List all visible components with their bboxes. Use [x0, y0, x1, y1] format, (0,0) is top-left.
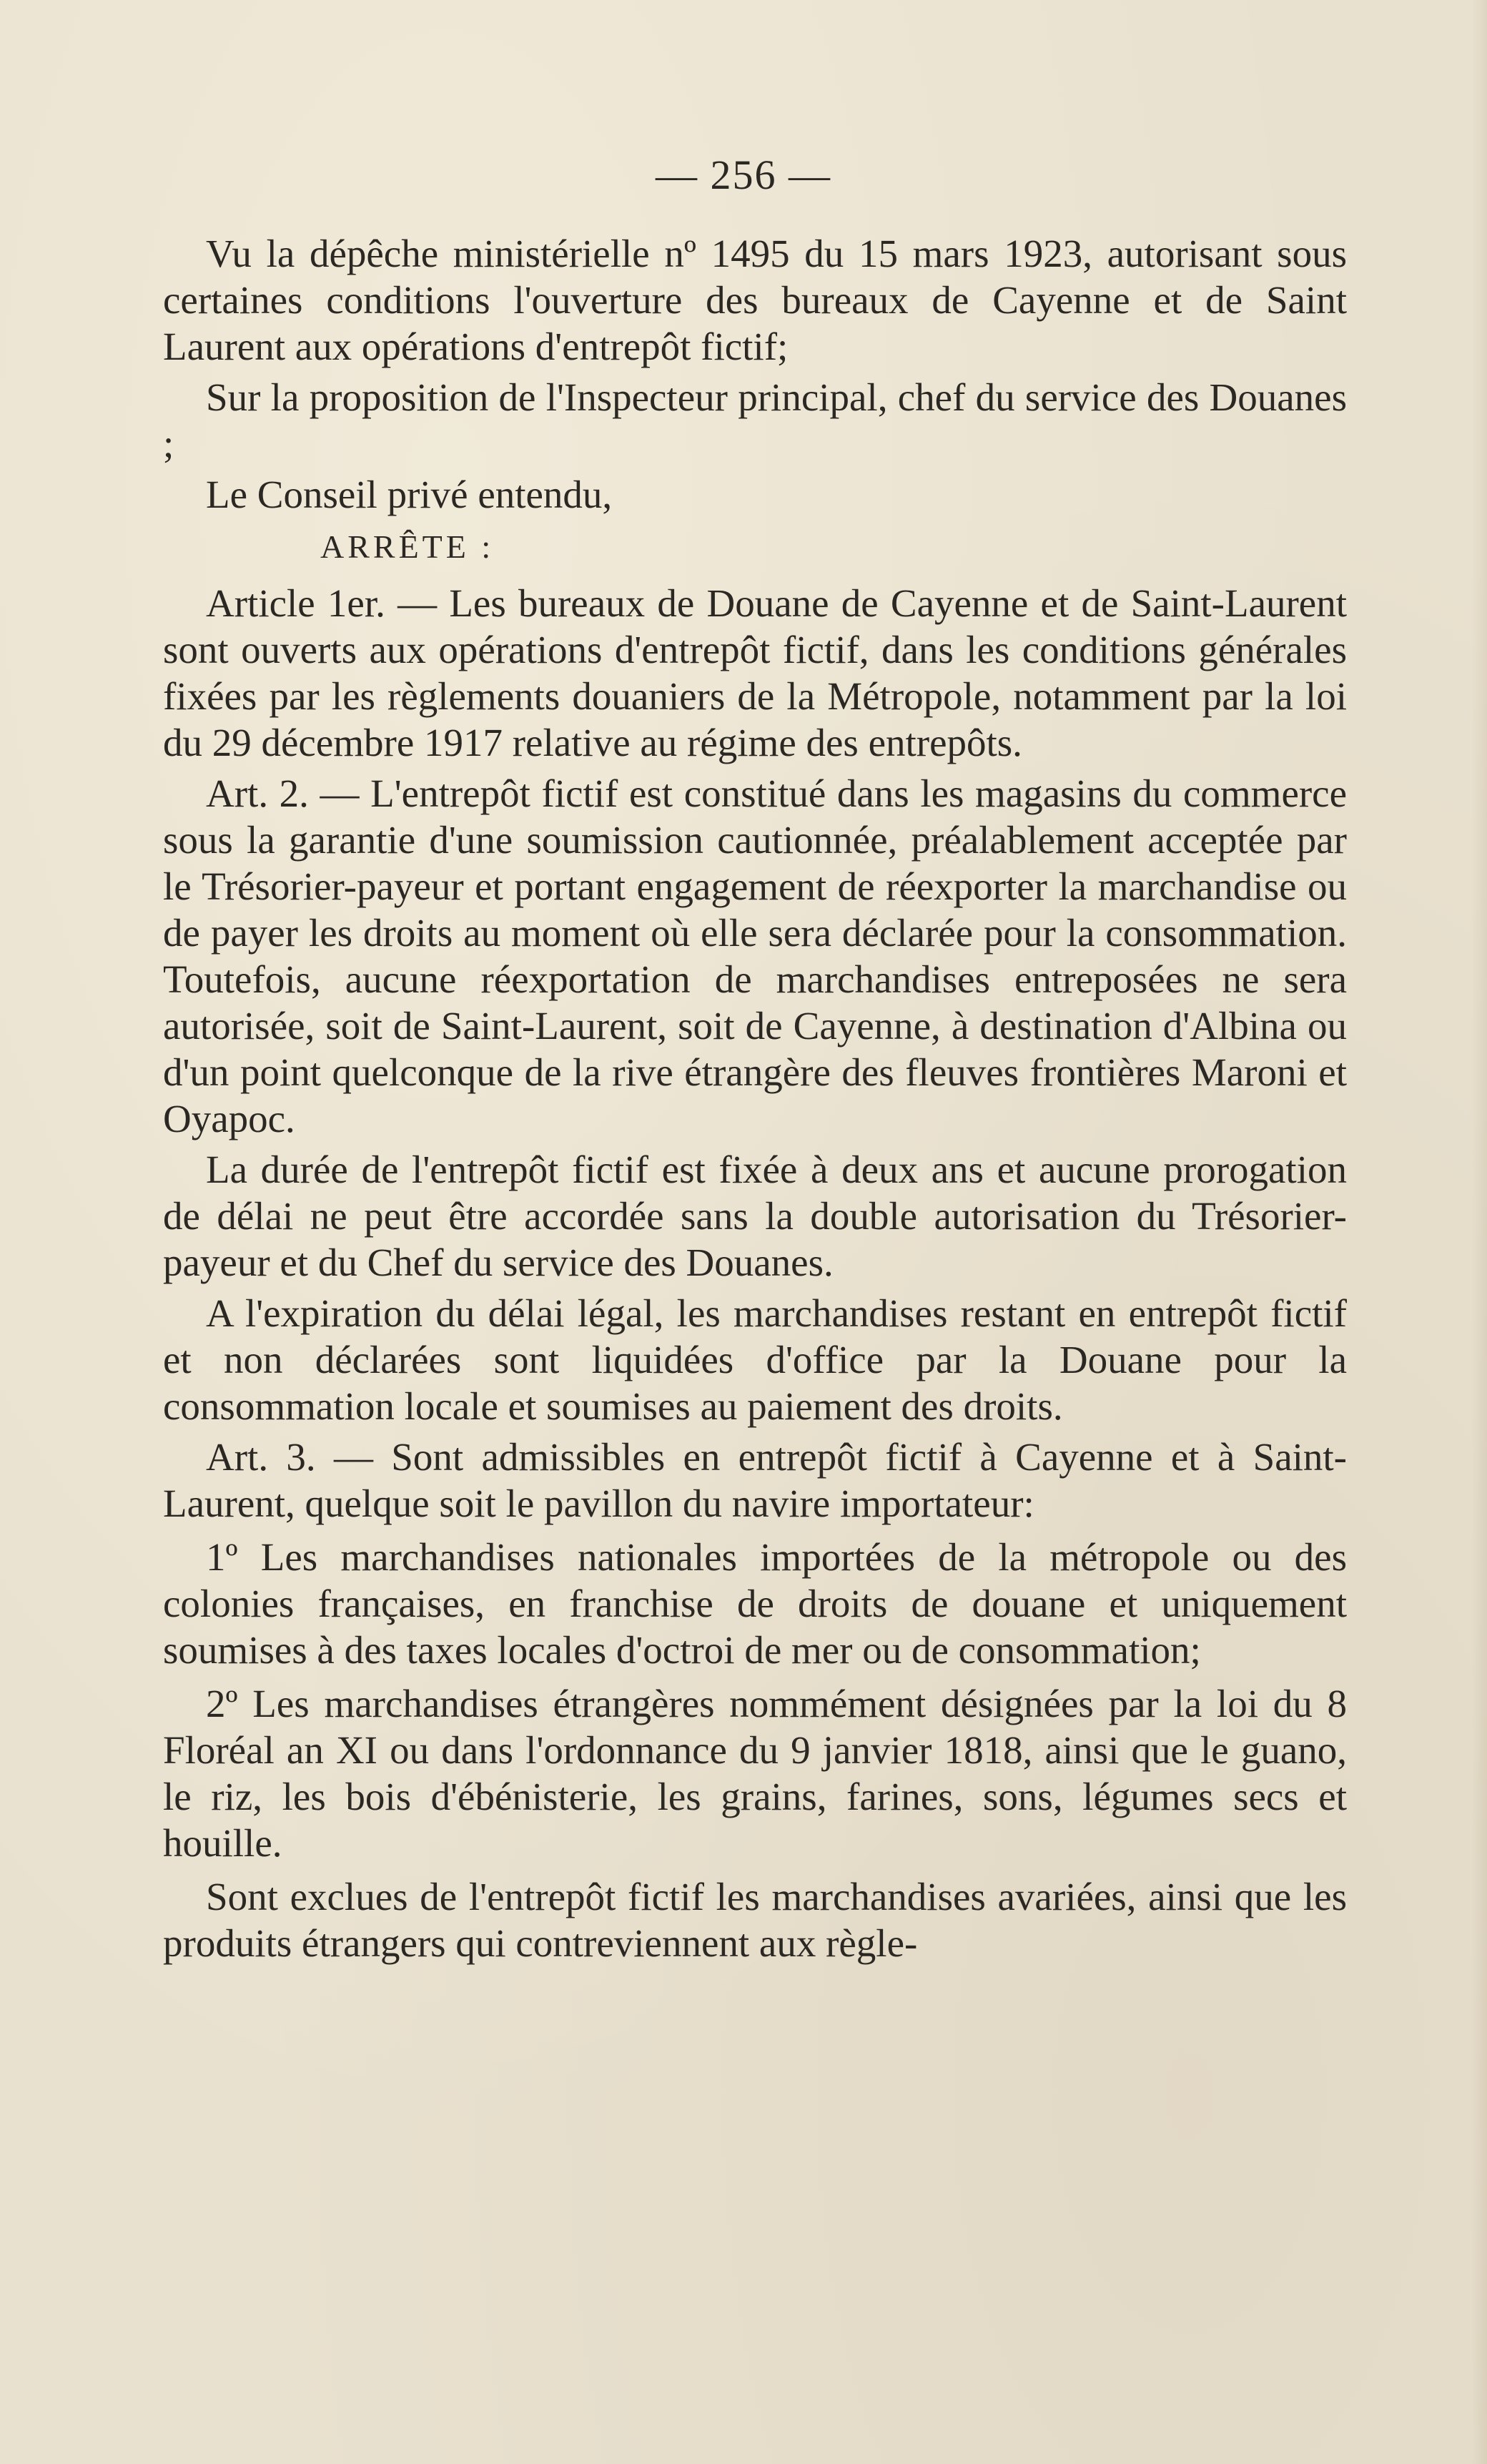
paragraph-article-3: Art. 3. — Sont admissibles en entrepôt fictif à Cayenne et à Saint-Laurent, quelque soit le pavillon du navire importateur: — [163, 1435, 1347, 1525]
paragraph-depeche: Vu la dépêche ministérielle nº 1495 du 15 mars 1923, autorisant sous certaines conditions l'ouverture des bureaux de Cayenne et de Saint Laurent aux opérations d'entrepôt fictif; — [163, 232, 1347, 368]
paragraph-conseil: Le Conseil privé entendu, — [206, 473, 613, 516]
paragraph-article-1: Article 1er. — Les bureaux de Douane de Cayenne et de Saint-Laurent sont ouverts aux opérations d'entrepôt fictif, dans les conditions générales fixées par les règlements douaniers de la Métropole, notamment par la loi du 29 décembre 1917 relative au régime des entrepôts. — [163, 581, 1347, 764]
paragraph-duree: La durée de l'entrepôt fictif est fixée à deux ans et aucune prorogation de délai ne peut être accordée sans la double autorisation du Trésorier-payeur et du Chef du service des Douanes. — [163, 1148, 1347, 1284]
paragraph-item-2: 2º Les marchandises étrangères nommément désignées par la loi du 8 Floréal an XI ou dans l'ordonnance du 9 janvier 1818, ainsi que le guano, le riz, les bois d'ébénisterie, les grains, farines, sons, légumes secs et houille. — [163, 1682, 1347, 1865]
paragraph-expiration: A l'expiration du délai légal, les marchandises restant en entrepôt fictif et non déclarées sont liquidées d'office par la Douane pour la consommation locale et soumises au paiement des droits. — [163, 1291, 1347, 1428]
page-number: — 256 — — [656, 152, 831, 198]
paragraph-article-2: Art. 2. — L'entrepôt fictif est constitué dans les magasins du commerce sous la garantie d'une soumission cautionnée, préalablement acceptée par le Trésorier-payeur et portant engagement de réexporter la marchandise ou de payer les droits au moment où elle sera déclarée pour la consommation. Toutefois, aucune réexportation de marchandises entreposées ne sera autorisée, soit de Saint-Laurent, soit de Cayenne, à destination d'Albina ou d'un point quelconque de la rive étrangère des fleuves frontières Maroni et Oyapoc. — [163, 772, 1347, 1140]
paragraph-exclusions: Sont exclues de l'entrepôt fictif les marchandises avariées, ainsi que les produits étrangers qui contreviennent aux règle- — [163, 1875, 1347, 1965]
paragraph-proposition: Sur la proposition de l'Inspecteur principal, chef du service des Douanes ; — [163, 375, 1347, 465]
paragraph-item-1: 1º Les marchandises nationales importées de la métropole ou des colonies françaises, en franchise de droits de douane et uniquement soumises à des taxes locales d'octroi de mer ou de consommation; — [163, 1535, 1347, 1672]
heading-arrete: ARRÊTE : — [320, 528, 495, 565]
page-edge-shadow — [1471, 0, 1487, 2464]
body-text — [163, 230, 1347, 1971]
